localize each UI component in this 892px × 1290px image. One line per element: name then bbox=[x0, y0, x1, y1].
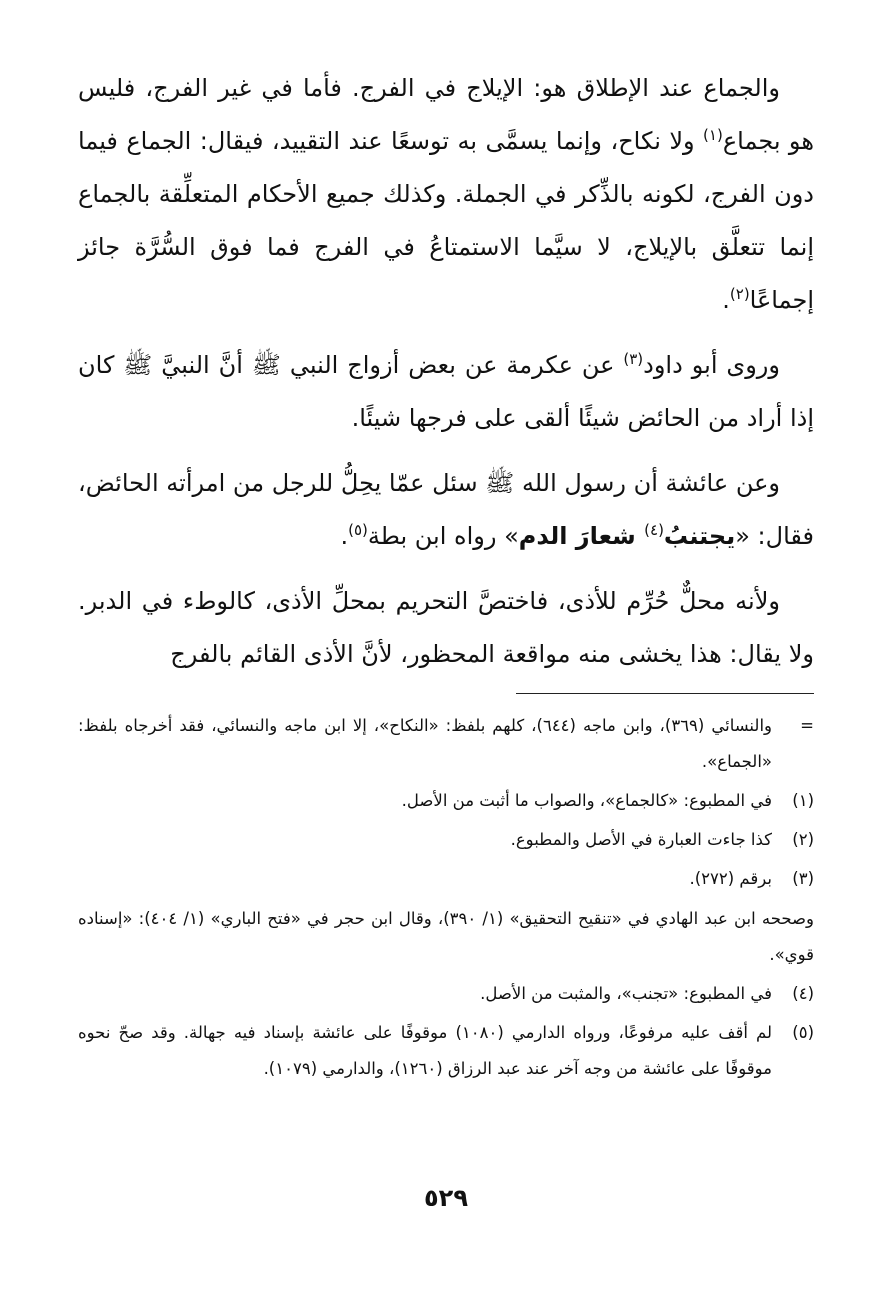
footnote-5 bbox=[78, 1015, 814, 1087]
footnote-separator bbox=[516, 693, 814, 694]
footnote-continuation bbox=[78, 708, 814, 780]
paragraph-1-end: . bbox=[722, 286, 730, 314]
paragraph-1 bbox=[78, 62, 814, 327]
footnote-3-text: برقم (٢٧٢). bbox=[689, 869, 772, 888]
main-text bbox=[78, 62, 814, 681]
footnote-4-number: (٤) bbox=[792, 984, 814, 1003]
footnote-3 bbox=[78, 861, 814, 897]
footnotes bbox=[78, 708, 814, 1087]
footnote-2 bbox=[78, 822, 814, 858]
footnote-3-continuation: وصححه ابن عبد الهادي في «تنقيح التحقيق» (١/ ٣٩٠)، وقال ابن حجر في «فتح الباري» (١/ ٤٠٤): «إسناده قوي». bbox=[78, 909, 814, 964]
paragraph-3-text-cont: » رواه ابن بطة bbox=[367, 522, 519, 550]
book-page bbox=[78, 62, 814, 1290]
paragraph-2-text-cont: عن عكرمة عن بعض أزواج النبي ﷺ أنَّ النبيَّ ﷺ كان إذا أراد من الحائض شيئًا ألقى على فرجها شيئًا. bbox=[78, 351, 814, 432]
footnote-continuation-text: والنسائي (٣٦٩)، وابن ماجه (٦٤٤)، كلهم بلفظ: «النكاح»، إلا ابن ماجه والنسائي، فقد أخرجاه بلفظ: «الجماع». bbox=[78, 716, 772, 771]
page-number: ٥٢٩ bbox=[424, 1184, 468, 1212]
footnote-2-text: كذا جاءت العبارة في الأصل والمطبوع. bbox=[510, 830, 772, 849]
paragraph-3-text: وعن عائشة أن رسول الله ﷺ سئل عمّا يحِلُّ للرجل من امرأته الحائض، فقال: « bbox=[78, 469, 814, 550]
footnote-3-number: (٣) bbox=[792, 869, 814, 888]
footnote-5-number: (٥) bbox=[792, 1023, 814, 1042]
footnote-ref-3: (٣) bbox=[623, 350, 644, 368]
paragraph-4-text: ولأنه محلٌّ حُرِّم للأذى، فاختصَّ التحريم بمحلِّ الأذى، كالوطء في الدبر. ولا يقال: هذا يخشى منه مواقعة المحظور، لأنَّ الأذى القائم بالفرج bbox=[78, 587, 814, 668]
footnote-4 bbox=[78, 976, 814, 1012]
footnote-2-number: (٢) bbox=[792, 830, 814, 849]
paragraph-1-text-cont: ولا نكاح، وإنما يسمَّى به توسعًا عند التقييد، فيقال: الجماع فيما دون الفرج، لكونه بالذِّكر في الجملة. وكذلك جميع الأحكام المتعلِّقة بالجماع إنما تتعلَّق بالإيلاج، لا سيَّما الاستمتاعُ في الفرج فما فوق السُّرَّة جائز إجماعًا bbox=[78, 127, 814, 314]
paragraph-1-text: والجماع عند الإطلاق هو: الإيلاج في الفرج. فأما في غير الفرج، فليس هو بجماع bbox=[78, 74, 814, 155]
footnote-1 bbox=[78, 783, 814, 819]
paragraph-2 bbox=[78, 339, 814, 445]
footnote-4-text: في المطبوع: «تجنب»، والمثبت من الأصل. bbox=[480, 984, 772, 1003]
paragraph-3-end: . bbox=[340, 522, 349, 550]
footnote-1-number: (١) bbox=[792, 791, 814, 810]
footnote-ref-1: (١) bbox=[703, 126, 723, 144]
footnote-ref-2: (٢) bbox=[729, 285, 750, 303]
hadith-quote-part1: يجتنبُ bbox=[663, 522, 736, 550]
footnote-ref-4: (٤) bbox=[644, 521, 664, 539]
paragraph-4 bbox=[78, 575, 814, 681]
footnote-continuation-marker: = bbox=[800, 716, 814, 735]
paragraph-3 bbox=[78, 457, 814, 563]
footnote-1-text: في المطبوع: «كالجماع»، والصواب ما أثبت من الأصل. bbox=[401, 791, 772, 810]
paragraph-2-text: وروى أبو داود bbox=[643, 351, 780, 379]
footnote-ref-5: (٥) bbox=[348, 521, 368, 539]
footnote-5-text: لم أقف عليه مرفوعًا، ورواه الدارمي (١٠٨٠) موقوفًا على عائشة بإسناد فيه جهالة. وقد صحّ نحوه موقوفًا على عائشة من وجه آخر عند عبد الرزاق (١٢٦٠)، والدارمي (١٠٧٩). bbox=[78, 1023, 772, 1078]
hadith-quote-part2: شعارَ الدم bbox=[518, 522, 645, 550]
